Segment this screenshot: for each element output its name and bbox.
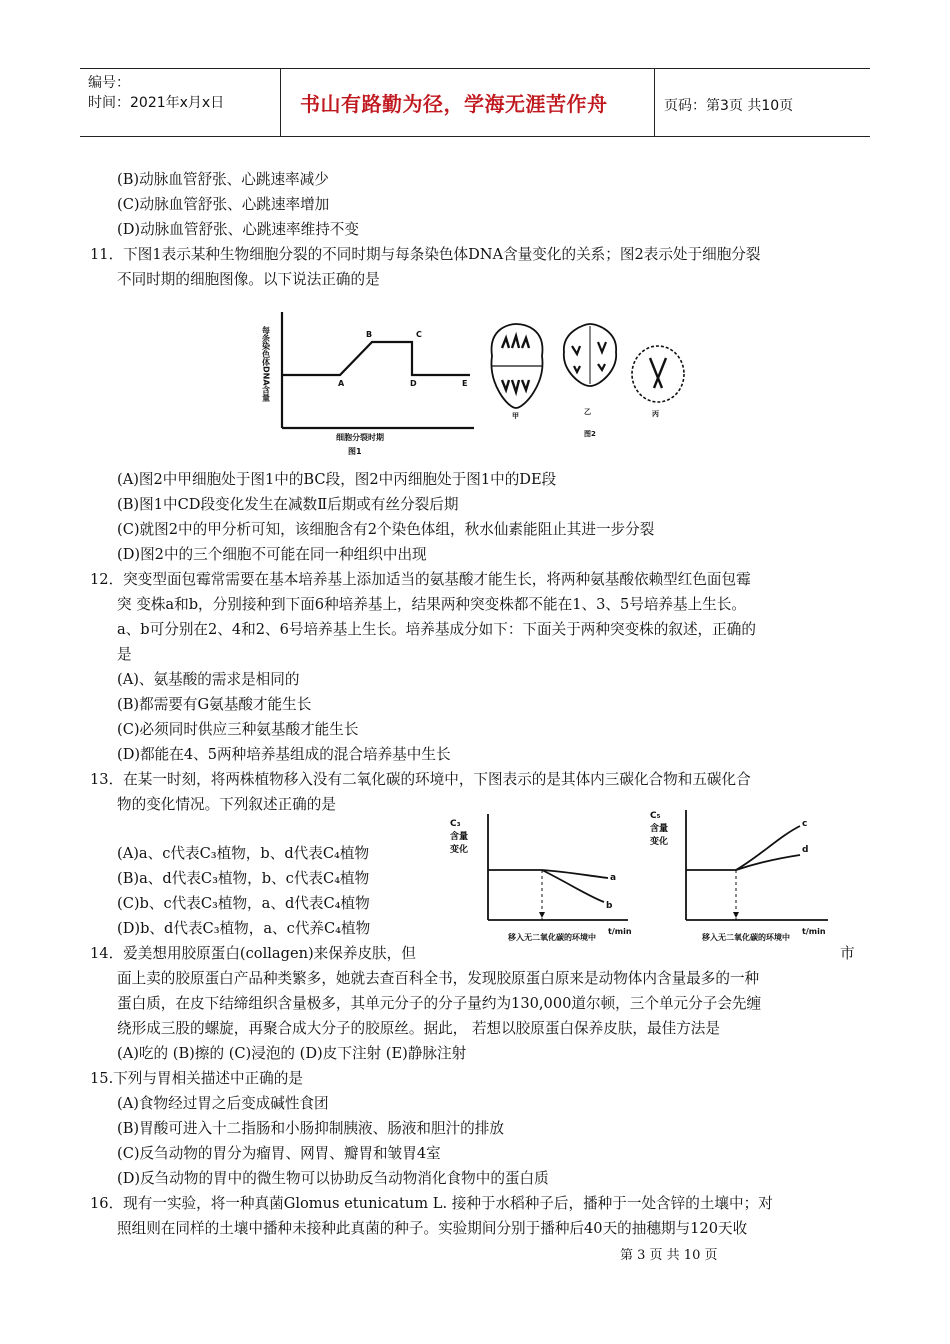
curve-b-label: b [606, 901, 613, 911]
point-d-label: D [410, 379, 417, 388]
option-line: (C)就图2中的甲分析可知，该细胞含有2个染色体组，秋水仙素能阻止其进一步分裂 [117, 521, 655, 538]
question-11-stem: 不同时期的细胞图像。以下说法正确的是 [117, 271, 380, 288]
figure-1-xlabel: 细胞分裂时期 [336, 433, 384, 442]
question-13-stem: 13．在某一时刻，将两株植物移入没有二氧化碳的环境中，下图表示的是其体内三碳化合物和五碳化合 [90, 771, 751, 788]
c3-note: 移入无二氧化碳的环境中 [508, 933, 596, 942]
curve-d [736, 855, 800, 870]
option-line: (B)a、d代表C₃植物，b、c代表C₄植物 [117, 870, 370, 887]
curve-a-label: a [610, 873, 617, 883]
curve-d-label: d [802, 845, 809, 855]
header-divider [654, 68, 655, 136]
question-15-stem: 15.下列与胃相关描述中正确的是 [90, 1070, 303, 1087]
cell-bing [632, 346, 684, 402]
c3-xlabel: t/min [608, 927, 632, 936]
curve-c [736, 826, 800, 870]
header-top-rule [80, 68, 870, 69]
option-line: (B)图1中CD段变化发生在减数Ⅱ后期或有丝分裂后期 [117, 496, 459, 513]
figure-1-caption: 图1 [348, 447, 362, 456]
question-14-stem: 市 [840, 945, 855, 962]
figure-2-cell-images [484, 318, 694, 442]
figure-1-curve [282, 342, 470, 375]
page-footer: 第 3 页 共 10 页 [620, 1248, 718, 1263]
option-line: (C)b、c代表C₃植物，a、d代表C₄植物 [117, 895, 370, 912]
option-line: (C)动脉血管舒张、心跳速率增加 [117, 196, 330, 213]
option-line: (B)都需要有G氨基酸才能生长 [117, 696, 312, 713]
cell-bing-label: 丙 [652, 410, 659, 418]
page-number-label: 页码：第3页 共10页 [664, 98, 794, 114]
question-14-stem: 蛋白质，在皮下结缔组织含量极多，其单元分子的分子量约为130,000道尔顿，三个单元分子会先缠 [117, 995, 762, 1012]
option-line: (A)、氨基酸的需求是相同的 [117, 671, 300, 688]
point-e-label: E [462, 379, 468, 388]
motto: 书山有路勤为径，学海无涯苦作舟 [300, 92, 608, 116]
question-16-stem: 16．现有一实验，将一种真菌Glomus etunicatum L. 接种于水稻种子后，播种于一处含锌的土壤中；对 [90, 1195, 773, 1212]
figure-3-c3-c5-graphs [450, 800, 840, 958]
question-12-stem: 是 [117, 646, 132, 663]
figure-1-dna-graph [262, 300, 482, 460]
header-bottom-rule [80, 136, 870, 137]
question-11-stem: 11．下图1表示某种生物细胞分裂的不同时期与每条染色体DNA含量变化的关系；图2表示处于细胞分裂 [90, 246, 761, 263]
option-line: (D)图2中的三个细胞不可能在同一种组织中出现 [117, 546, 427, 563]
c5-ylabel: C₅ 含量变化 [650, 811, 669, 847]
option-line: (D)都能在4、5两种培养基组成的混合培养基中生长 [117, 746, 451, 763]
option-line: (C)必须同时供应三种氨基酸才能生长 [117, 721, 359, 738]
point-a-label: A [338, 379, 345, 388]
option-line: (A)吃的 (B)擦的 (C)浸泡的 (D)皮下注射 (E)静脉注射 [117, 1045, 467, 1062]
c3-ylabel: C₃ 含量变化 [450, 819, 469, 855]
curve-c-label: c [802, 819, 808, 829]
curve-b [542, 870, 604, 902]
option-line: (C)反刍动物的胃分为瘤胃、网胃、瓣胃和皱胃4室 [117, 1145, 441, 1162]
figure-1-ylabel: 每条染色体DNA含量 [262, 326, 271, 402]
question-13-stem: 物的变化情况。下列叙述正确的是 [117, 796, 336, 813]
c5-note: 移入无二氧化碳的环境中 [702, 933, 790, 942]
question-12-stem: 12．突变型面包霉常需要在基本培养基上添加适当的氨基酸才能生长，将两种氨基酸依赖型红色面包霉 [90, 571, 751, 588]
c5-xlabel: t/min [802, 927, 826, 936]
point-c-label: C [416, 330, 422, 339]
option-line: (A)a、c代表C₃植物，b、d代表C₄植物 [117, 845, 370, 862]
curve-a [542, 870, 608, 878]
question-14-stem: 面上卖的胶原蛋白产品种类繁多，她就去查百科全书，发现胶原蛋白原来是动物体内含量最多的一种 [117, 970, 760, 987]
header-divider [280, 68, 281, 136]
cell-jia [491, 324, 542, 408]
option-line: (A)食物经过胃之后变成碱性食团 [117, 1095, 329, 1112]
option-line: (D)动脉血管舒张、心跳速率维持不变 [117, 221, 359, 238]
question-14-stem: 绕形成三股的螺旋，再聚合成大分子的胶原丝。据此， 若想以胶原蛋白保养皮肤，最佳方法是 [117, 1020, 720, 1037]
option-line: (D)反刍动物的胃中的微生物可以协助反刍动物消化食物中的蛋白质 [117, 1170, 549, 1187]
figure-2-caption: 图2 [584, 430, 596, 438]
point-b-label: B [366, 330, 373, 339]
date-label: 时间：2021年x月x日 [88, 95, 225, 111]
question-14-stem: 14．爱美想用胶原蛋白(collagen)来保养皮肤，但 [90, 945, 416, 962]
option-line: (A)图2中甲细胞处于图1中的BC段，图2中丙细胞处于图1中的DE段 [117, 471, 557, 488]
cell-yi-label: 乙 [584, 408, 591, 416]
cell-yi [564, 324, 616, 386]
option-line: (D)b、d代表C₃植物，a、c代养C₄植物 [117, 920, 371, 937]
option-line: (B)胃酸可进入十二指肠和小肠抑制胰液、肠液和胆汁的排放 [117, 1120, 504, 1137]
question-16-stem: 照组则在同样的土壤中播种未接种此真菌的种子。实验期间分别于播种后40天的抽穗期与120天收 [117, 1220, 748, 1237]
question-12-stem: 突 变株a和b，分别接种到下面6种培养基上，结果两种突变株都不能在1、3、5号培养基上生长。 [117, 596, 746, 613]
cell-jia-label: 甲 [512, 412, 519, 420]
question-12-stem: a、b可分别在2、4和2、6号培养基上生长。培养基成分如下：下面关于两种突变株的叙述，正确的 [117, 621, 756, 638]
serial-label: 编号： [88, 75, 130, 91]
option-line: (B)动脉血管舒张、心跳速率减少 [117, 171, 329, 188]
